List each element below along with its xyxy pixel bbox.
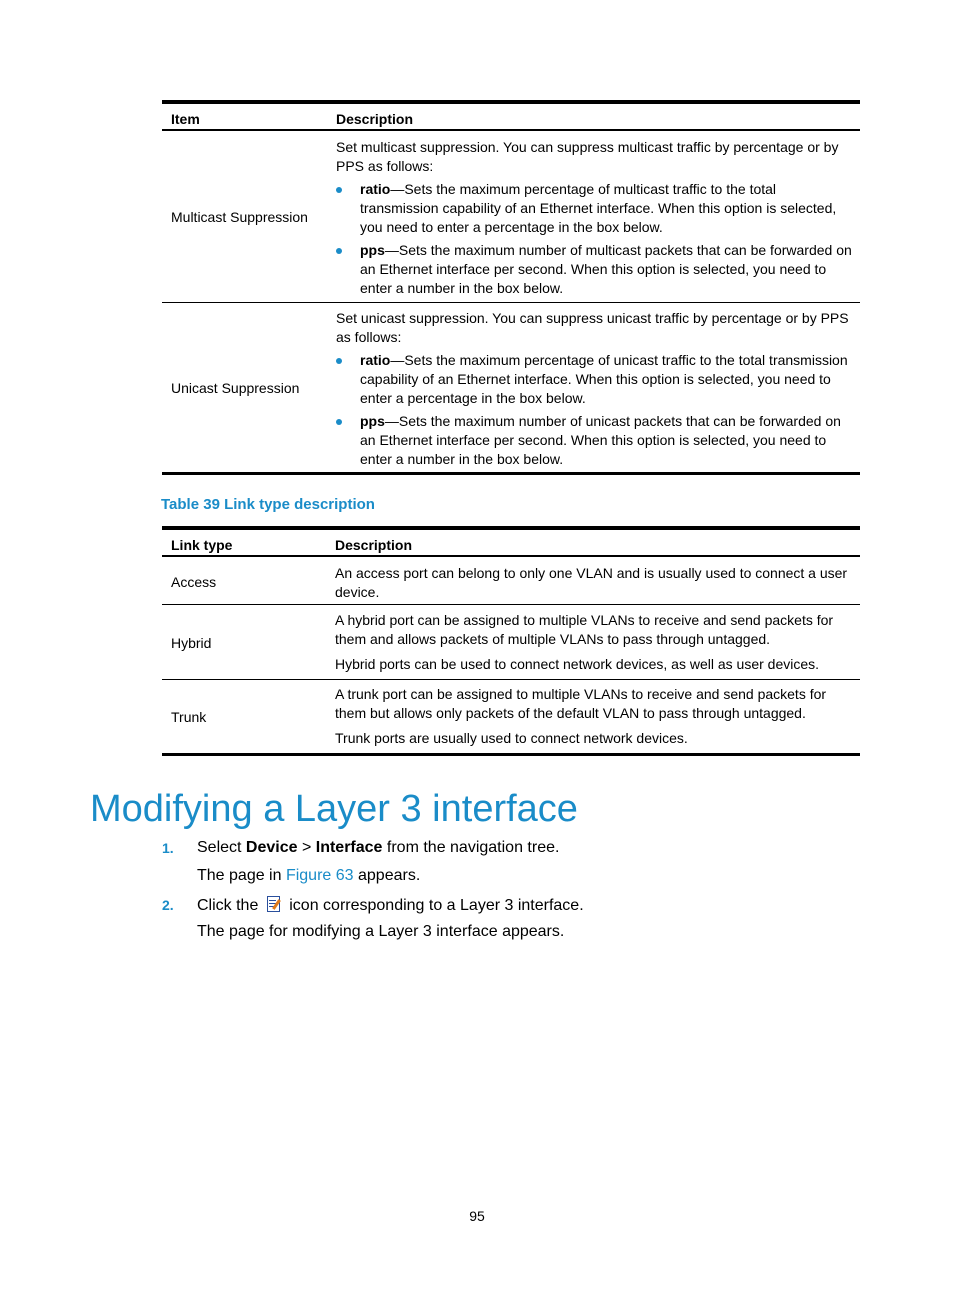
bullet-icon [336,187,342,193]
row-item: Trunk [171,709,207,725]
table-row [162,605,860,680]
section-title: Modifying a Layer 3 interface [90,788,578,830]
table-header [162,104,860,131]
row-item: Unicast Suppression [171,380,300,396]
row-description [335,685,855,752]
row-intro: Set multicast suppression. You can suppress multicast traffic by percentage or by PPS as follows: [336,139,839,174]
figure-link[interactable]: Figure 63 [285,867,354,884]
table-caption: Table 39 Link type description [161,496,375,513]
step-text-post: from the navigation tree. [382,839,560,856]
row-description [335,564,855,606]
option-term: pps [360,413,385,429]
step-text-pre: Select [197,839,246,856]
menu-device: Device [245,839,298,856]
option-text: —Sets the maximum number of multicast packets that can be forwarded on an Ethernet interface per second. When this option is selected, you need to enter a number in the box below. [360,242,852,296]
row-paragraph: A trunk port can be assigned to multiple VLANs to receive and send packets for them but allows only packets of the default VLAN to pass through untagged. [335,686,827,721]
option-list [336,351,856,469]
result-text-post: appears. [353,867,421,884]
option-text: —Sets the maximum percentage of multicast traffic to the total transmission capability of an Ethernet interface. When this option is selected, you need to enter a percentage in the box below. [360,181,837,235]
row-item: Multicast Suppression [171,209,308,225]
row-paragraph: A hybrid port can be assigned to multiple VLANs to receive and send packets for them and allows packets of multiple VLANs to pass through untagged. [335,612,834,647]
option-list [336,180,856,298]
header-item: Item [171,111,200,127]
page-number: 95 [469,1208,485,1224]
step-text-pre: Click the [197,897,263,914]
result-text-pre: The page in [197,867,286,884]
header-description: Description [336,111,414,127]
list-item [336,351,856,408]
table-row [162,680,860,756]
bullet-icon [336,358,342,364]
row-intro: Set unicast suppression. You can suppress unicast traffic by percentage or by PPS as follows: [336,310,849,345]
row-description [336,309,856,473]
table-header [162,530,860,557]
table-row [162,557,860,605]
step-1-result [197,867,420,885]
row-description [335,611,855,678]
row-description [336,138,856,302]
step-text [197,839,559,857]
suppression-table [162,100,860,476]
bullet-icon [336,248,342,254]
step-text-post: icon corresponding to a Layer 3 interface. [284,897,584,914]
bullet-icon [336,419,342,425]
list-item [336,412,856,469]
option-text: —Sets the maximum number of unicast packets that can be forwarded on an Ethernet interface per second. When this option is selected, you need to enter a number in the box below. [360,413,841,467]
edit-icon [266,896,282,912]
header-link-type: Link type [171,537,233,553]
step-text [197,896,584,915]
option-term: ratio [360,352,391,368]
menu-interface: Interface [315,839,383,856]
option-term: pps [360,242,385,258]
link-type-table [162,526,860,758]
list-item [336,180,856,237]
row-paragraph: Trunk ports are usually used to connect network devices. [335,730,688,746]
table-row [162,303,860,475]
step-text-sep: > [297,839,316,856]
row-paragraph: Hybrid ports can be used to connect network devices, as well as user devices. [335,656,820,672]
step-number: 2. [162,897,174,913]
row-item: Hybrid [171,635,212,651]
table-row [162,131,860,303]
row-item: Access [171,574,217,590]
option-term: ratio [360,181,391,197]
row-paragraph: An access port can belong to only one VLAN and is usually used to connect a user device. [335,565,848,600]
step-number: 1. [162,840,174,856]
option-text: —Sets the maximum percentage of unicast traffic to the total transmission capability of an Ethernet interface. When this option is selected, you need to enter a percentage in the box below. [360,352,848,406]
list-item [336,241,856,298]
step-2-result: The page for modifying a Layer 3 interface appears. [197,923,565,940]
header-description: Description [335,537,413,553]
